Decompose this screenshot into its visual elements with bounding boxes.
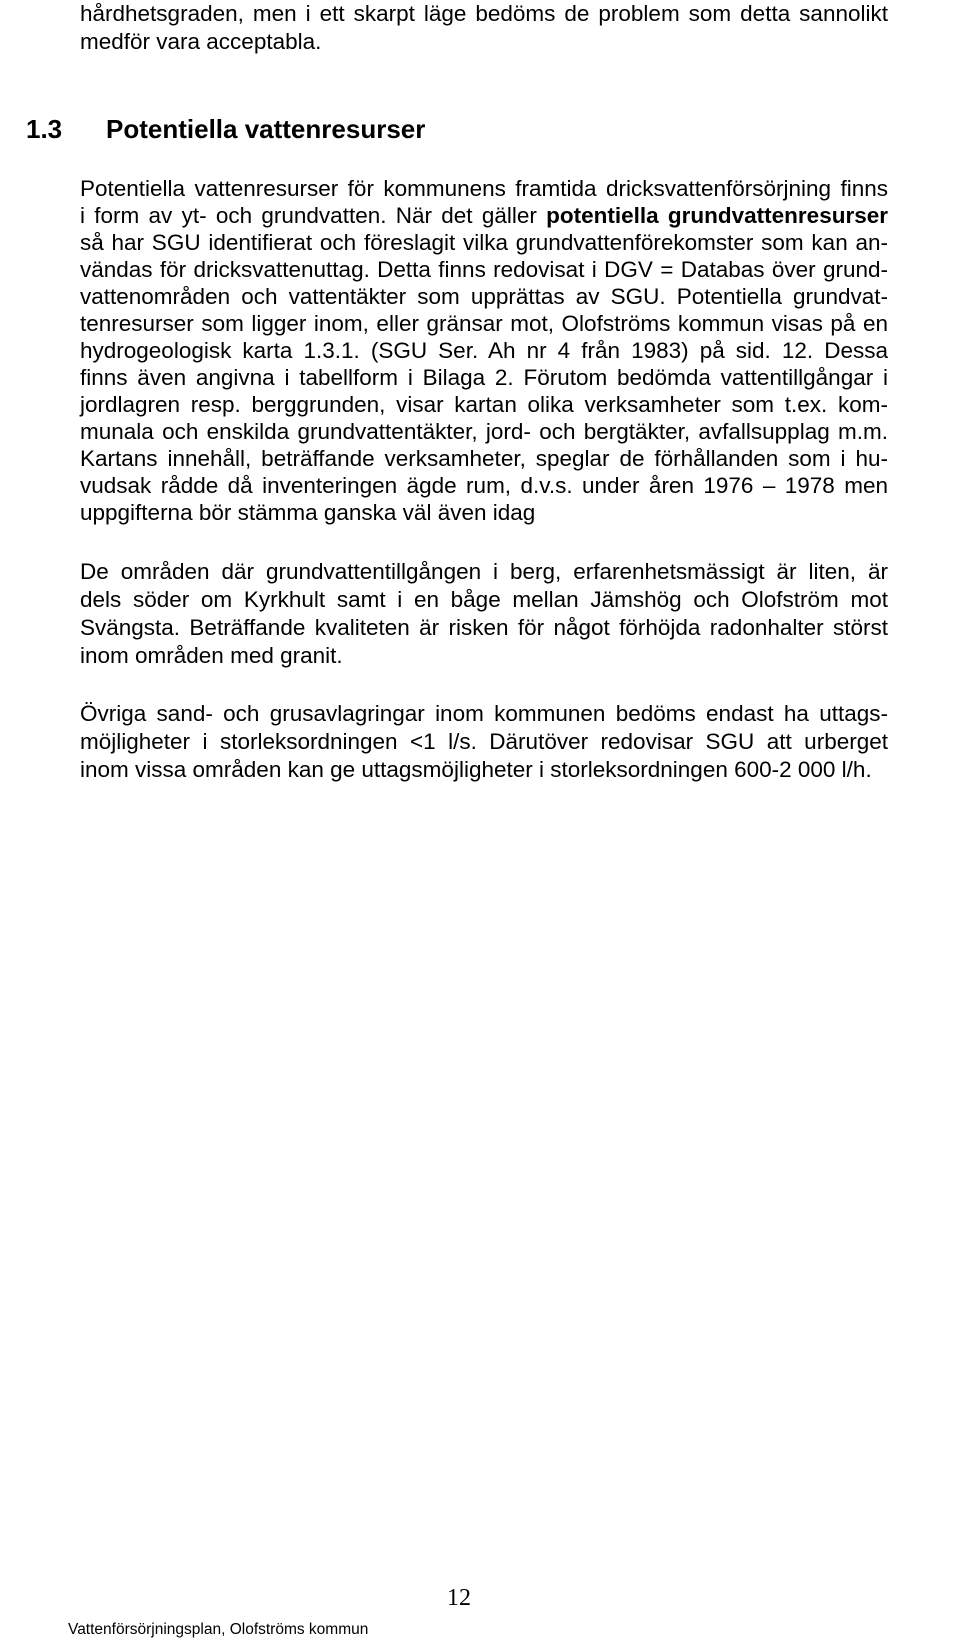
text-line: så har SGU identifierat och föreslagit vilka grundvattenförekomster som kan an- (80, 230, 888, 255)
text-line: uppgifterna bör stämma ganska väl även idag (80, 500, 536, 525)
section-number: 1.3 (26, 114, 63, 144)
text-line: inom områden med granit. (80, 643, 343, 668)
text-line: tenresurser som ligger inom, eller gränsar mot, Olofströms kommun visas på en (80, 311, 888, 336)
text-line: dels söder om Kyrkhult samt i en båge mellan Jämshög och Olofström mot (80, 587, 888, 612)
text-line: vudsak rådde då inventeringen ägde rum, d.v.s. under åren 1976 – 1978 men (80, 473, 888, 498)
text-line: möjligheter i storleksordningen <1 l/s. Därutöver redovisar SGU att urberget (80, 729, 888, 754)
bold-term: potentiella grundvattenresurser (546, 203, 888, 228)
text-line: vändas för dricksvattenuttag. Detta finns redovisat i DGV = Databas över grund- (80, 257, 888, 282)
page-number: 12 (447, 1585, 471, 1611)
text-line: inom vissa områden kan ge uttagsmöjligheter i storleksordningen 600-2 000 l/h. (80, 757, 872, 782)
text-line: finns även angivna i tabellform i Bilaga 2. Förutom bedömda vattentillgångar i (80, 365, 888, 390)
text-line: medför vara acceptabla. (80, 29, 322, 54)
text-line: munala och enskilda grundvattentäkter, jord- och bergtäkter, avfallsupplag m.m. (80, 419, 888, 444)
text-line: Svängsta. Beträffande kvaliteten är risken för något förhöjda radonhalter störst (80, 615, 888, 640)
text-line: Kartans innehåll, beträffande verksamheter, speglar de förhållanden som i hu- (80, 446, 888, 471)
text-line: De områden där grundvattentillgången i berg, erfarenhetsmässigt är liten, är (80, 559, 888, 584)
text-line: hydrogeologisk karta 1.3.1. (SGU Ser. Ah nr 4 från 1983) på sid. 12. Dessa (80, 338, 888, 363)
section-heading (26, 114, 426, 145)
page-footer: Vattenförsörjningsplan, Olofströms kommun (68, 1621, 369, 1638)
text-line: i form av yt- och grundvatten. När det gäller potentiella grundvattenresurser (80, 203, 888, 228)
text-line: jordlagren resp. berggrunden, visar kartan olika verksamheter som t.ex. kom- (80, 392, 888, 417)
text-line: hårdhetsgraden, men i ett skarpt läge bedöms de problem som detta sannolikt (80, 1, 888, 26)
text-line: Övriga sand- och grusavlagringar inom kommunen bedöms endast ha uttags- (80, 701, 888, 726)
text-line: Potentiella vattenresurser för kommunens framtida dricksvattenförsörjning finns (80, 176, 888, 201)
section-title: Potentiella vattenresurser (106, 114, 426, 144)
text-line: vattenområden och vattentäkter som upprättas av SGU. Potentiella grundvat- (80, 284, 888, 309)
